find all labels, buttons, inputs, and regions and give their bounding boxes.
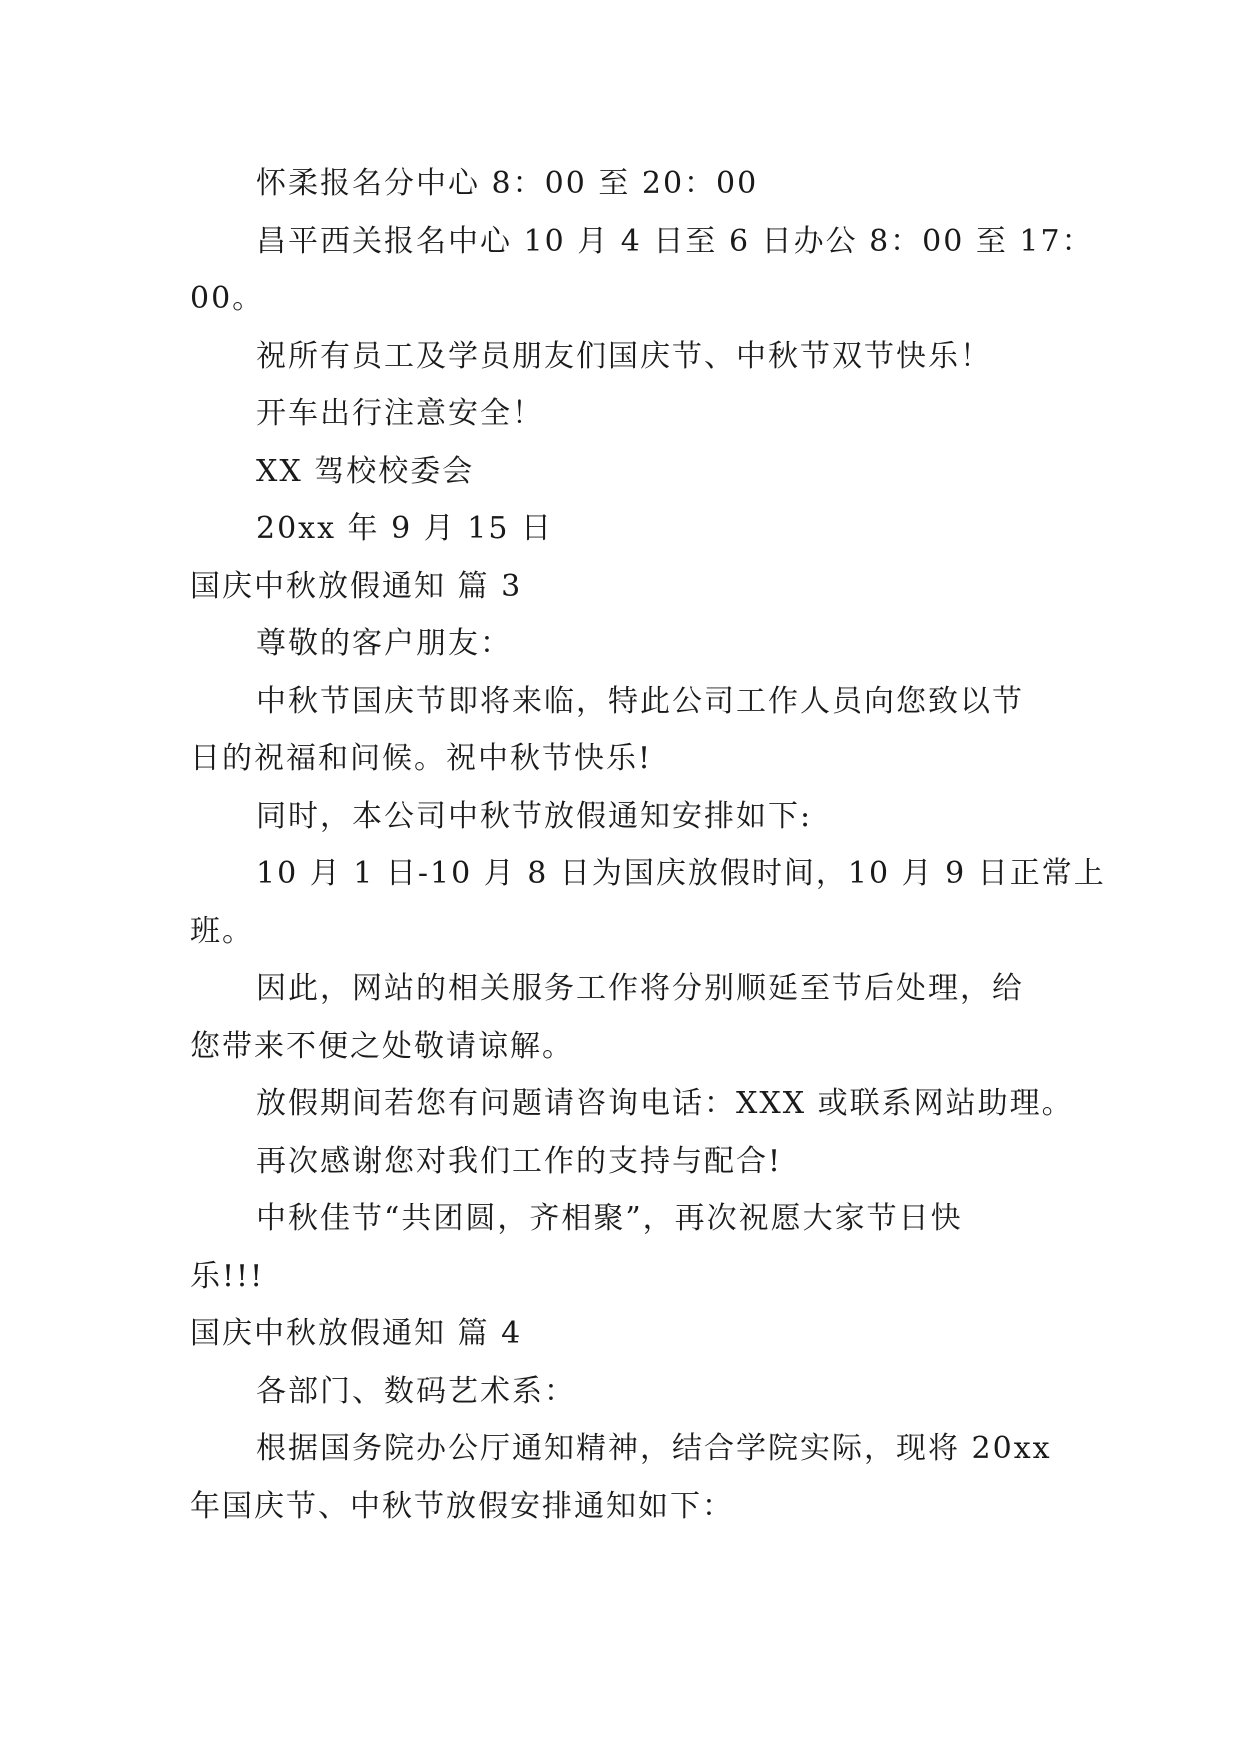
text-line-changping-hours-cont: 00。: [190, 281, 265, 316]
text-line-paragraph-4-cont: 您带来不便之处敬请谅解。: [190, 1028, 574, 1064]
text-line-paragraph-8-cont: 年国庆节、中秋节放假安排通知如下：: [190, 1488, 734, 1524]
section-heading-3: 国庆中秋放假通知 篇 3: [190, 568, 523, 604]
text-line-safety: 开车出行注意安全！: [256, 396, 544, 431]
section-heading-4: 国庆中秋放假通知 篇 4: [190, 1316, 523, 1351]
text-line-changping-hours: 昌平西关报名中心 10 月 4 日至 6 日办公 8：00 至 17：: [256, 223, 1094, 259]
text-line-paragraph-3-cont: 班。: [190, 913, 254, 949]
text-line-paragraph-7-cont: 乐!!!: [190, 1258, 265, 1294]
text-line-paragraph-6: 再次感谢您对我们工作的支持与配合!: [256, 1143, 783, 1179]
text-line-signature: XX 驾校校委会: [256, 453, 475, 489]
text-line-paragraph-1: 中秋节国庆节即将来临，特此公司工作人员向您致以节: [256, 683, 1024, 719]
text-line-paragraph-3: 10 月 1 日-10 月 8 日为国庆放假时间，10 月 9 日正常上: [256, 856, 1106, 891]
text-line-salutation: 尊敬的客户朋友：: [256, 626, 512, 661]
text-line-paragraph-4: 因此，网站的相关服务工作将分别顺延至节后处理，给: [256, 971, 1024, 1006]
text-line-paragraph-2: 同时，本公司中秋节放假通知安排如下:: [256, 798, 813, 834]
text-line-date: 20xx 年 9 月 15 日: [256, 511, 553, 546]
text-line-greeting: 祝所有员工及学员朋友们国庆节、中秋节双节快乐！: [256, 338, 992, 374]
text-line-paragraph-5: 放假期间若您有问题请咨询电话：XXX 或联系网站助理。: [256, 1086, 1074, 1121]
text-line-paragraph-1-cont: 日的祝福和问候。祝中秋节快乐!: [190, 741, 653, 776]
text-line-salutation-4: 各部门、数码艺术系：: [256, 1373, 576, 1409]
document-body: [190, 155, 1106, 1535]
text-line-huairou-hours: 怀柔报名分中心 8：00 至 20：00: [256, 166, 759, 201]
text-line-paragraph-8: 根据国务院办公厅通知精神，结合学院实际，现将 20xx: [256, 1431, 1052, 1466]
text-line-paragraph-7: 中秋佳节“共团圆，齐相聚”，再次祝愿大家节日快: [256, 1201, 963, 1236]
